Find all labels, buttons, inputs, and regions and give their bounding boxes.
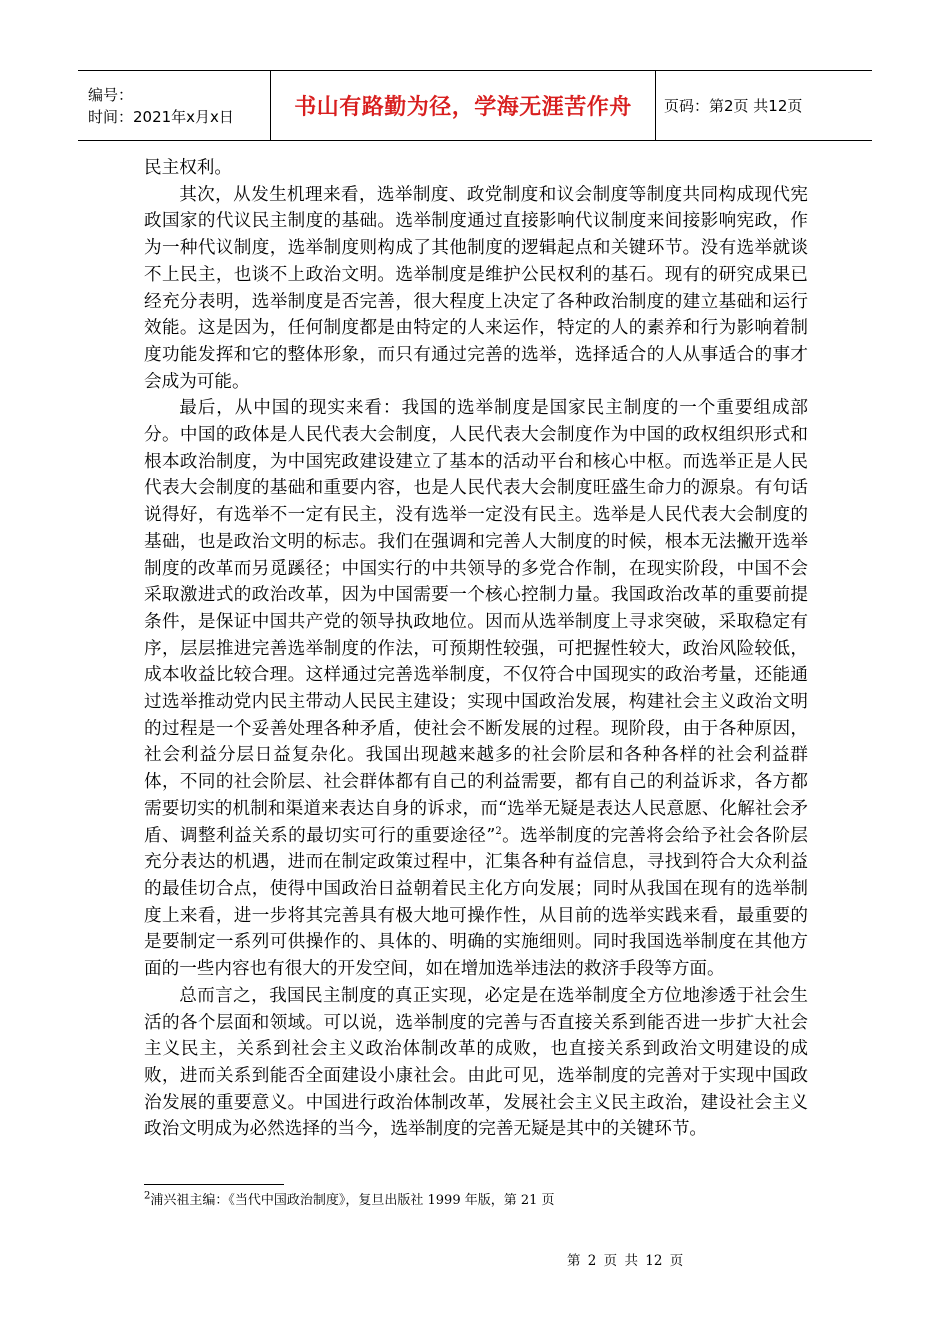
- date-label: 时间：2021年x月x日: [88, 107, 234, 126]
- footnote: [144, 1192, 808, 1210]
- document-body: [144, 155, 808, 1143]
- paragraph-1: 民主权利。: [144, 158, 232, 178]
- paragraph-3-text: 最后，从中国的现实来看：我国的选举制度是国家民主制度的一个重要组成部分。中国的政体是人民代表大会制度，人民代表大会制度作为中国的政权组织形式和根本政治制度，为中国宪政建设建立了基本的活动平台和核心中枢。而选举正是人民代表大会制度的基础和重要内容，也是人民代表大会制度旺盛生命力的源泉。有句话说得好，有选举不一定有民主，没有选举一定没有民主。选举是人民代表大会制度的基础，也是政治文明的标志。我们在强调和完善人大制度的时候，根本无法撇开选举制度的改革而另觅蹊径；中国实行的中共领导的多党合作制，在现实阶段，中国不会采取激进式的政治改革，因为中国需要一个核心控制力量。我国政治改革的重要前提条件，是保证中国共产党的领导执政地位。因而从选举制度上寻求突破，采取稳定有序，层层推进完善选举制度的作法，可预期性较强，可把握性较大，政治风险较低，成本收益比较合理。这样通过完善选举制度，不仅符合中国现实的政治考量，还能通过选举推动党内民主带动人民民主建设；实现中国政治发展，构建社会主义政治文明的过程是一个妥善处理各种矛盾，使社会不断发展的过程。现阶段，由于各种原因，社会利益分层日益复杂化。我国出现越来越多的社会阶层和各种各样的社会利益群体，不同的社会阶层、社会群体都有自己的利益需要，都有自己的利益诉求，各方都需要切实的机制和渠道来表达自身的诉求，而“选举无疑是表达人民意愿、化解社会矛盾、调整利益关系的最切实可行的重要途径”: [144, 398, 808, 846]
- footnote-number: 2: [144, 1190, 151, 1202]
- footnote-text: 浦兴祖主编：《当代中国政治制度》，复旦出版社 1999 年版，第 21 页: [150, 1193, 555, 1208]
- header-page-info: [656, 71, 872, 140]
- paragraph-3: [144, 395, 808, 982]
- footnote-divider: [144, 1184, 284, 1185]
- footnote-reference[interactable]: 2: [495, 825, 502, 837]
- serial-number-label: 编号：: [88, 85, 134, 104]
- page-info-label: 页码：第2页 共12页: [664, 97, 803, 115]
- page-header: [78, 70, 872, 141]
- paragraph-3-text-continued: 。选举制度的完善将会给予社会各阶层充分表达的机遇，进而在制定政策过程中，汇集各种有益信息，寻找到符合大众利益的最佳切合点，使得中国政治日益朝着民主化方向发展；同时从我国在现有的选举制度上来看，进一步将其完善具有极大地可操作性，从目前的选举实践来看，最重要的是要制定一系列可供操作的、具体的、明确的实施细则。同时我国选举制度在其他方面的一些内容也有很大的开发空间，如在增加选举违法的救济手段等方面。: [144, 825, 808, 980]
- page-number-footer: 第 2 页 共 12 页: [567, 1253, 684, 1269]
- motto-text: 书山有路勤为径，学海无涯苦作舟: [294, 95, 632, 120]
- paragraph-2: 其次，从发生机理来看，选举制度、政党制度和议会制度等制度共同构成现代宪政国家的代议民主制度的基础。选举制度通过直接影响代议制度来间接影响宪政，作为一种代议制度，选举制度则构成了其他制度的逻辑起点和关键环节。没有选举就谈不上民主，也谈不上政治文明。选举制度是维护公民权利的基石。现有的研究成果已经充分表明，选举制度是否完善，很大程度上决定了各种政治制度的建立基础和运行效能。这是因为，任何制度都是由特定的人来运作，特定的人的素养和行为影响着制度功能发挥和它的整体形象，而只有通过完善的选举，选择适合的人从事适合的事才会成为可能。: [144, 184, 808, 392]
- paragraph-4: 总而言之，我国民主制度的真正实现，必定是在选举制度全方位地渗透于社会生活的各个层面和领域。可以说，选举制度的完善与否直接关系到能否进一步扩大社会主义民主，关系到社会主义政治体制改革的成败，也直接关系到政治文明建设的成败，进而关系到能否全面建设小康社会。由此可见，选举制度的完善对于实现中国政治发展的重要意义。中国进行政治体制改革，发展社会主义民主政治，建设社会主义政治文明成为必然选择的当今，选举制度的完善无疑是其中的关键环节。: [144, 985, 808, 1140]
- header-motto-cell: [270, 71, 656, 140]
- header-meta: [78, 71, 270, 140]
